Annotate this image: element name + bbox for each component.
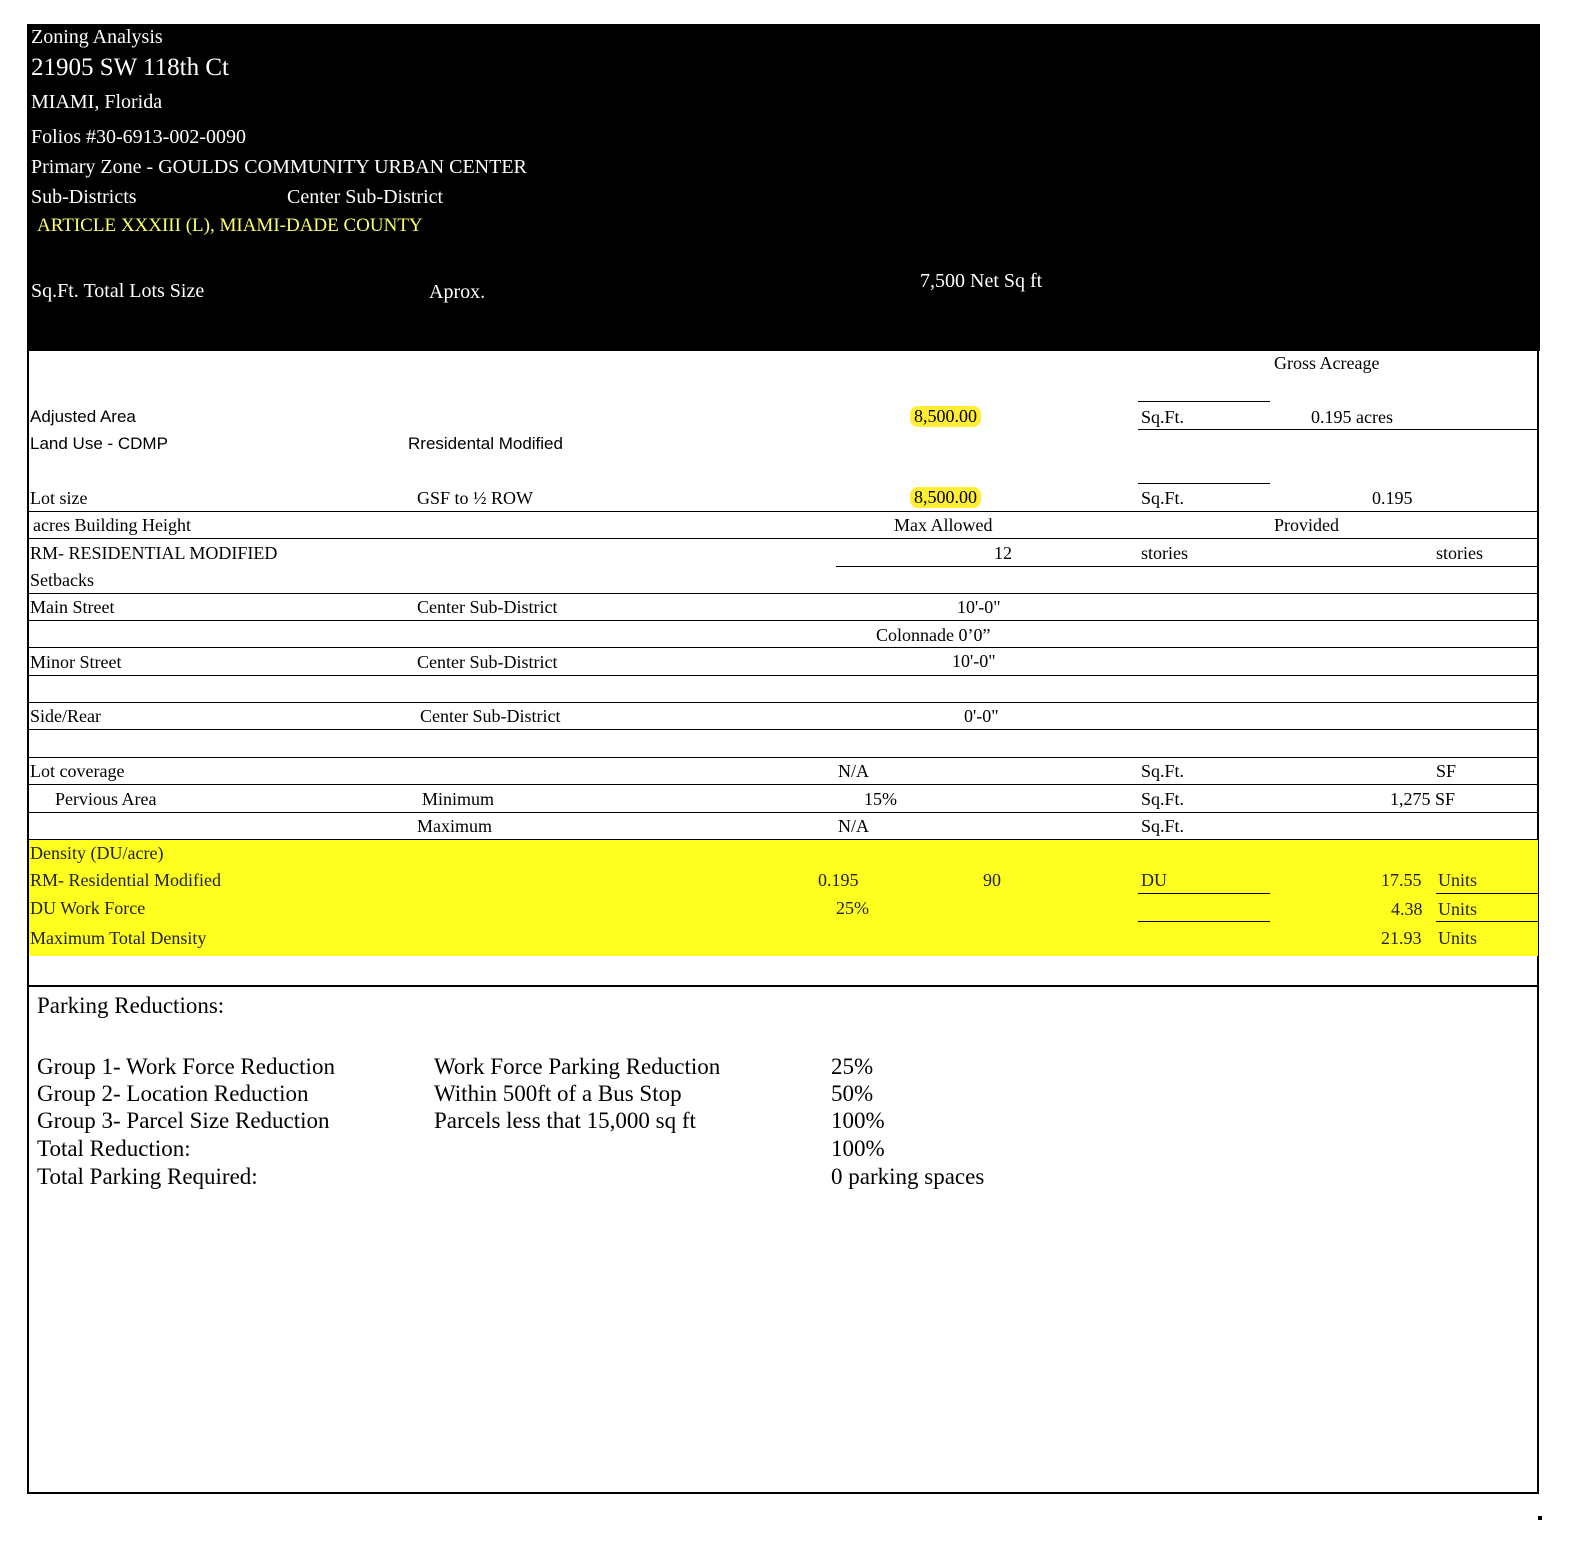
rule <box>29 784 1538 785</box>
rule <box>29 812 1538 813</box>
pervious-min-value: 15% <box>864 789 897 809</box>
pervious-unit: Sq.Ft. <box>1141 789 1185 809</box>
lot-coverage-label: Lot coverage <box>30 761 125 781</box>
side-rear-district: Center Sub-District <box>420 706 561 726</box>
parking-group-1-desc: Work Force Parking Reduction <box>434 1054 721 1079</box>
rule <box>1436 893 1538 894</box>
density-workforce-pct: 25% <box>836 898 869 918</box>
density-title: Density (DU/acre) <box>30 843 164 863</box>
net-sqft-value: 7,500 Net Sq ft <box>920 270 1043 292</box>
parking-title: Parking Reductions: <box>37 993 225 1018</box>
rule <box>836 566 1538 567</box>
rule <box>1138 483 1270 484</box>
lot-size-acres: 0.195 <box>1372 488 1413 508</box>
lot-coverage-unit: Sq.Ft. <box>1141 761 1185 781</box>
max-stories: 12 <box>994 543 1012 563</box>
density-total-value: 21.93 <box>1381 928 1422 948</box>
density-total-value-unit: Units <box>1438 928 1478 948</box>
density-total-label: Maximum Total Density <box>30 928 207 948</box>
rule <box>29 729 1538 730</box>
setbacks-label: Setbacks <box>30 570 94 590</box>
provided-stories-unit: stories <box>1436 543 1483 563</box>
minor-street-value: 10'-0" <box>952 651 996 671</box>
rule <box>29 593 1538 594</box>
lot-size-unit: Sq.Ft. <box>1141 488 1185 508</box>
total-parking-label: Total Parking Required: <box>37 1164 258 1189</box>
pervious-min-label: Minimum <box>422 789 495 809</box>
gross-acreage-label: Gross Acreage <box>1274 353 1380 373</box>
density-rm-unit: DU <box>1141 870 1167 890</box>
side-rear-label: Side/Rear <box>30 706 101 726</box>
maximum-label: Maximum <box>417 816 492 836</box>
lot-size-desc: GSF to ½ ROW <box>417 488 534 508</box>
lot-size-label: Sq.Ft. Total Lots Size <box>31 280 205 302</box>
rule <box>29 538 1538 539</box>
rm-label: RM- RESIDENTIAL MODIFIED <box>30 543 278 563</box>
minor-street-district: Center Sub-District <box>417 652 558 672</box>
total-parking-value: 0 parking spaces <box>831 1164 985 1189</box>
total-reduction-label: Total Reduction: <box>37 1136 191 1161</box>
land-use-value: Rresidental Modified <box>408 434 563 453</box>
main-street-district: Center Sub-District <box>417 597 558 617</box>
density-section <box>29 840 1538 956</box>
density-rm-value-unit: Units <box>1438 870 1478 890</box>
adjusted-area-unit: Sq.Ft. <box>1141 407 1185 427</box>
rule <box>1138 401 1270 402</box>
total-reduction-value: 100% <box>831 1136 885 1161</box>
density-rm-rate: 90 <box>983 870 1001 890</box>
rule <box>1138 893 1270 894</box>
main-street-label: Main Street <box>30 597 115 617</box>
lot-coverage-provided: SF <box>1436 761 1457 781</box>
property-address: 21905 SW 118th Ct <box>31 54 229 81</box>
colonnade-value: Colonnade 0’0” <box>876 625 991 645</box>
adjusted-area-acres: 0.195 acres <box>1311 407 1393 427</box>
maximum-value: N/A <box>838 816 869 836</box>
pervious-provided: 1,275 SF <box>1390 789 1456 809</box>
rule <box>1436 921 1538 922</box>
parking-group-3-pct: 100% <box>831 1108 885 1133</box>
property-city: MIAMI, Florida <box>31 91 163 113</box>
rule <box>29 985 1538 987</box>
parking-group-1-pct: 25% <box>831 1054 874 1079</box>
density-rm-label: RM- Residential Modified <box>30 870 221 890</box>
parking-group-2-name: Group 2- Location Reduction <box>37 1081 309 1106</box>
max-stories-unit: stories <box>1141 543 1188 563</box>
adjusted-area-value: 8,500.00 <box>910 406 981 427</box>
approx-label: Aprox. <box>429 281 486 303</box>
maximum-unit: Sq.Ft. <box>1141 816 1185 836</box>
primary-zone: Primary Zone - GOULDS COMMUNITY URBAN CENTER <box>31 156 527 178</box>
page-dot <box>1538 1516 1542 1520</box>
lot-size-value: 8,500.00 <box>910 487 981 508</box>
lot-coverage-value: N/A <box>838 761 869 781</box>
side-rear-value: 0'-0" <box>964 706 999 726</box>
rule <box>29 702 1538 703</box>
density-workforce-value: 4.38 <box>1391 899 1423 919</box>
lot-size-label: Lot size <box>30 488 88 508</box>
adjusted-area-label: Adjusted Area <box>30 407 136 426</box>
building-height-label: acres Building Height <box>33 515 191 535</box>
density-workforce-value-unit: Units <box>1438 899 1478 919</box>
rule <box>1138 921 1270 922</box>
rule <box>29 757 1538 758</box>
article-reference: ARTICLE XXXIII (L), MIAMI-DADE COUNTY <box>37 215 423 236</box>
provided-label: Provided <box>1274 515 1339 535</box>
minor-street-label: Minor Street <box>30 652 122 672</box>
parking-group-2-desc: Within 500ft of a Bus Stop <box>434 1081 682 1106</box>
parking-group-1-name: Group 1- Work Force Reduction <box>37 1054 335 1079</box>
density-rm-acres: 0.195 <box>818 870 859 890</box>
rule <box>1138 429 1538 430</box>
rule <box>29 675 1538 676</box>
sub-districts-label: Sub-Districts <box>31 186 137 208</box>
parking-group-3-name: Group 3- Parcel Size Reduction <box>37 1108 330 1133</box>
rule <box>29 511 1538 512</box>
max-allowed-label: Max Allowed <box>894 515 993 535</box>
header-block <box>27 24 1540 351</box>
density-workforce-label: DU Work Force <box>30 898 146 918</box>
density-rm-value: 17.55 <box>1381 870 1422 890</box>
main-street-value: 10'-0" <box>957 597 1001 617</box>
sub-districts-value: Center Sub-District <box>287 186 444 208</box>
document-title: Zoning Analysis <box>31 26 163 48</box>
land-use-label: Land Use - CDMP <box>30 434 168 453</box>
rule <box>29 647 1538 648</box>
rule <box>29 620 1538 621</box>
parking-group-2-pct: 50% <box>831 1081 874 1106</box>
folio-number: Folios #30-6913-002-0090 <box>31 126 246 148</box>
pervious-label: Pervious Area <box>55 789 157 809</box>
parking-group-3-desc: Parcels less that 15,000 sq ft <box>434 1108 696 1133</box>
